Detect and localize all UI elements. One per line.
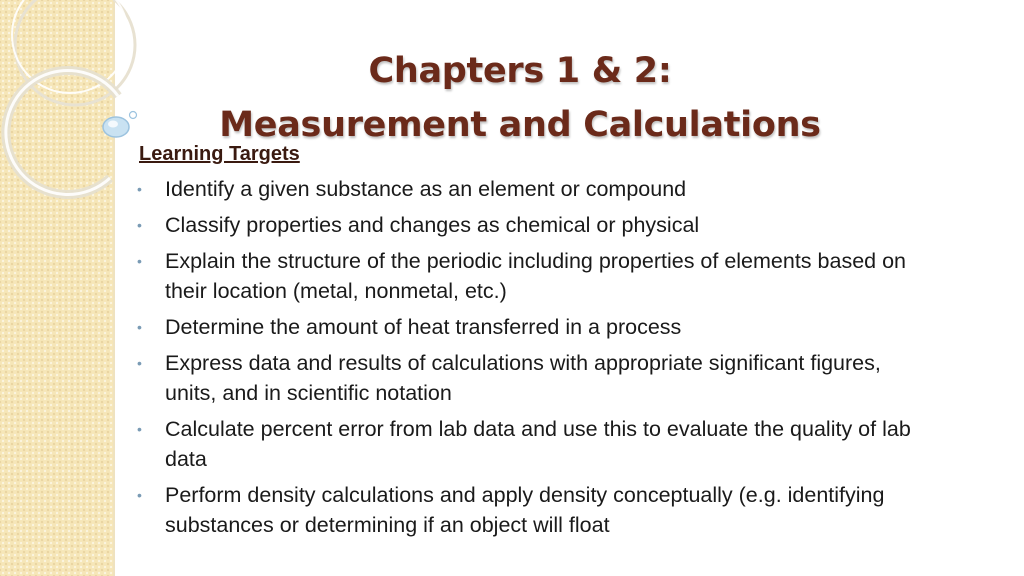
list-item: • Calculate percent error from lab data and use this to evaluate the quality of lab data [134, 414, 914, 474]
title-line-1: Chapters 1 & 2: [368, 51, 672, 91]
decorative-side-panel [0, 0, 115, 576]
bullet-dot-icon: • [137, 421, 142, 437]
bullet-dot-icon: • [137, 181, 142, 197]
learning-targets-heading: Learning Targets [139, 143, 300, 165]
list-item: • Classify properties and changes as chemical or physical [134, 210, 914, 240]
list-item: • Explain the structure of the periodic including properties of elements based on their location (metal, nonmetal, etc.) [134, 246, 914, 306]
list-item: • Determine the amount of heat transferred in a process [134, 312, 914, 342]
bullet-dot-icon: • [137, 217, 142, 233]
list-item: • Identify a given substance as an element or compound [134, 174, 914, 204]
bullet-dot-icon: • [137, 355, 142, 371]
bullet-dot-icon: • [137, 253, 142, 269]
slide-title [140, 44, 900, 152]
learning-targets-list [134, 174, 914, 546]
list-item: • Express data and results of calculations with appropriate significant figures, units, and in scientific notation [134, 348, 914, 408]
bullet-dot-icon: • [137, 319, 142, 335]
list-item: • Perform density calculations and apply density conceptually (e.g. identifying substances or determining if an object will float [134, 480, 914, 540]
bullet-dot-icon: • [137, 487, 142, 503]
title-line-2: Measurement and Calculations [219, 105, 821, 145]
